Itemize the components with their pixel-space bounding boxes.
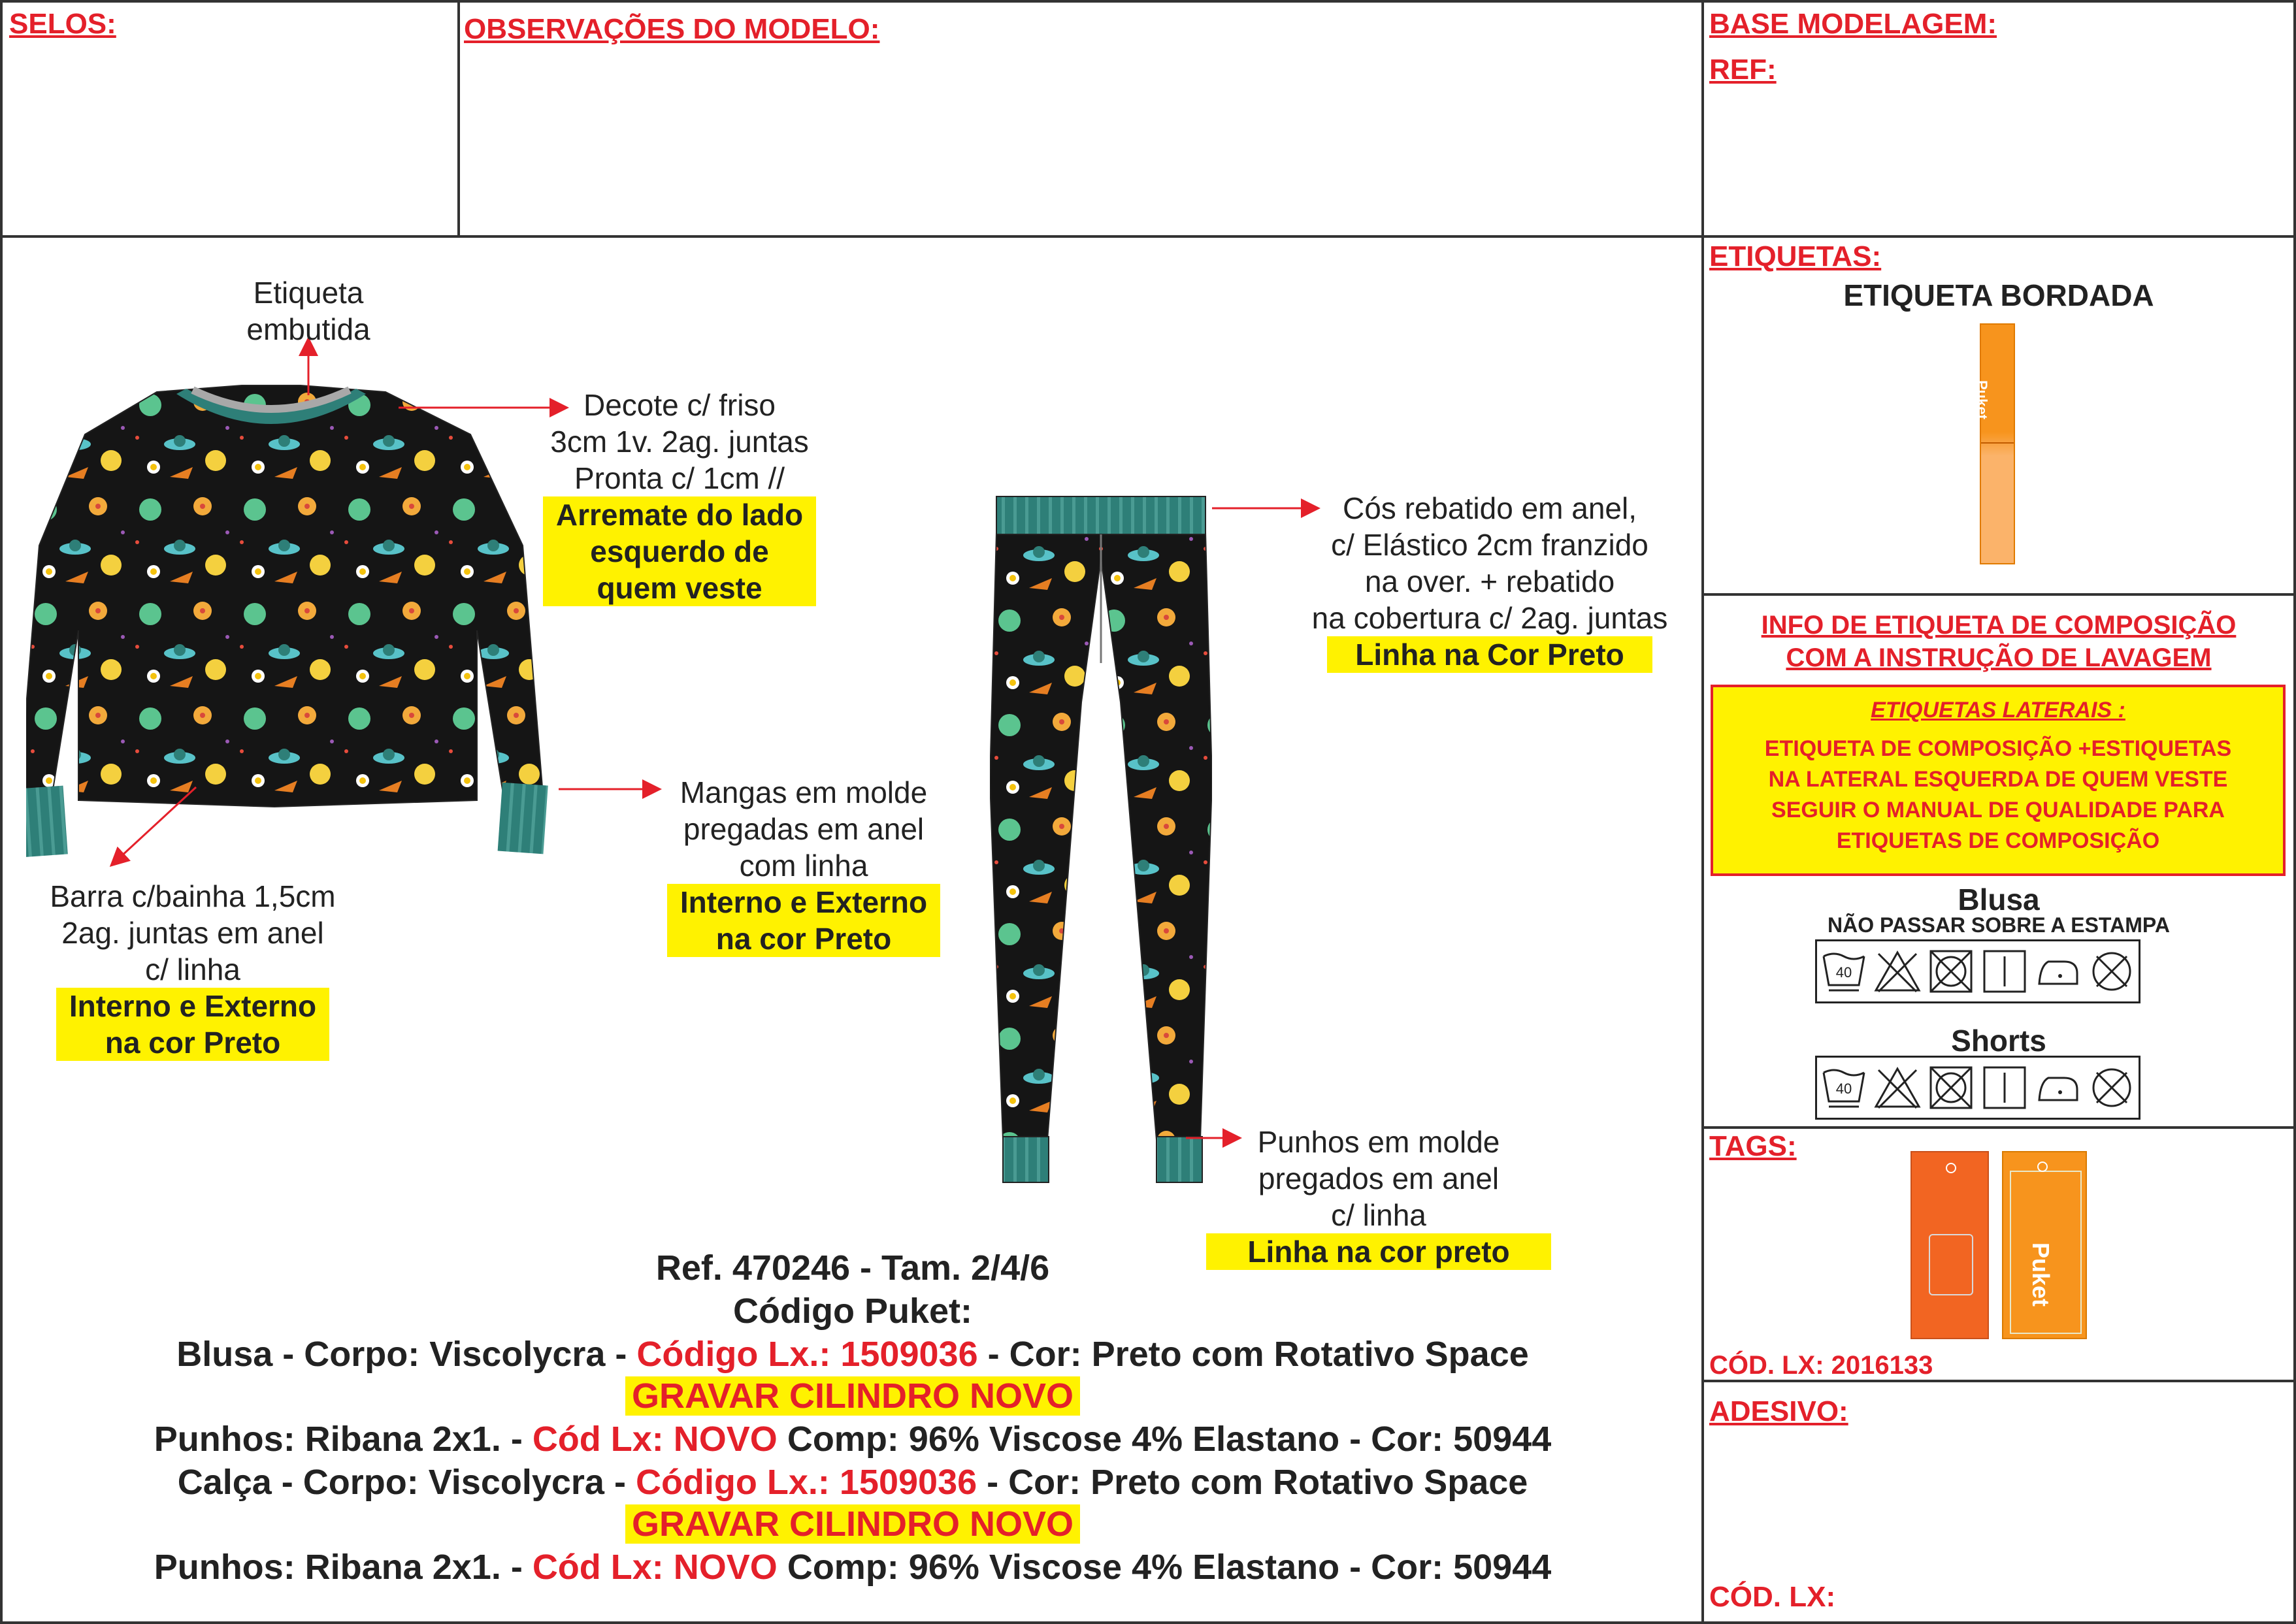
punhos-spec-a: Punhos: Ribana 2x1. - xyxy=(154,1548,533,1587)
laterais-line: NA LATERAL ESQUERDA DE QUEM VESTE xyxy=(1768,767,2228,792)
punhos-code: Cód Lx: NOVO xyxy=(532,1420,778,1459)
laterais-line: ETIQUETA DE COMPOSIÇÃO +ESTIQUETAS xyxy=(1764,736,2232,761)
cos-highlight xyxy=(1327,636,1652,673)
calca-spec xyxy=(0,1462,1705,1502)
no-dry-clean-icon xyxy=(2085,1058,2139,1118)
punhos-spec-1 xyxy=(0,1419,1705,1459)
note-mangas xyxy=(653,774,954,957)
gravar-1 xyxy=(0,1376,1705,1416)
note-line: pregados em anel xyxy=(1258,1161,1500,1195)
note-line: Etiqueta xyxy=(253,276,364,310)
calca-spec-b: - Cor: Preto com Rotativo Space xyxy=(977,1463,1528,1502)
note-line: Linha na Cor Preto xyxy=(1355,638,1624,672)
nao-passar-note: NÃO PASSAR SOBRE A ESTAMPA xyxy=(1828,913,2170,937)
tags-cod-lx xyxy=(1709,1351,1933,1380)
etiqueta-bordada-title: ETIQUETA BORDADA xyxy=(1843,278,2154,312)
wash-temp-text: 40 xyxy=(1835,964,1852,981)
punhos-spec-b: Comp: 96% Viscose 4% Elastano - Cor: 50944 xyxy=(777,1548,1552,1587)
observacoes-label: OBSERVAÇÕES DO MODELO: xyxy=(464,13,880,45)
note-line: esquerdo de xyxy=(590,534,769,568)
codigo-puket: Código Puket: xyxy=(733,1291,972,1331)
punhos-spec-2 xyxy=(0,1547,1705,1587)
gravar-2 xyxy=(0,1504,1705,1544)
no-tumble-dry-icon xyxy=(1924,1058,1978,1118)
ref-label: REF: xyxy=(1709,54,1777,86)
blusa-spec-a: Blusa - Corpo: Viscolycra - xyxy=(176,1335,637,1374)
line-dry-icon xyxy=(1978,941,2031,1001)
wash-temp-text: 40 xyxy=(1835,1080,1852,1097)
tags-label: TAGS: xyxy=(1709,1130,1797,1162)
note-decote xyxy=(516,387,843,606)
iron-low-icon xyxy=(2031,1058,2085,1118)
tag-hole-icon xyxy=(2037,1161,2048,1172)
etiqueta-bordada-label xyxy=(1974,323,2015,564)
info-title-line: INFO DE ETIQUETA DE COMPOSIÇÃO xyxy=(1761,611,2237,640)
note-line: na cobertura c/ 2ag. juntas xyxy=(1311,601,1668,635)
no-bleach-icon xyxy=(1871,941,1924,1001)
tag-back xyxy=(2002,1151,2087,1339)
note-line: c/ linha xyxy=(1331,1198,1426,1232)
etiquetas-laterais-box xyxy=(1711,685,2286,876)
shorts-care-title: Shorts xyxy=(1951,1024,2046,1058)
laterais-line: SEGUIR O MANUAL DE QUALIDADE PARA xyxy=(1771,798,2225,822)
note-line: pregadas em anel xyxy=(683,812,925,846)
tag-hole-icon xyxy=(1946,1163,1956,1173)
punhos-code: Cód Lx: NOVO xyxy=(532,1548,778,1587)
note-line: Linha na cor preto xyxy=(1247,1235,1510,1269)
punhos-spec-b: Comp: 96% Viscose 4% Elastano - Cor: 50944 xyxy=(777,1420,1552,1459)
note-line: na cor Preto xyxy=(105,1026,281,1060)
note-barra xyxy=(42,878,343,1061)
note-line: na over. + rebatido xyxy=(1364,564,1615,598)
laterais-title: ETIQUETAS LATERAIS : xyxy=(1871,698,2125,723)
adesivo-label: ADESIVO: xyxy=(1709,1395,1848,1427)
blusa-code: Código Lx.: 1509036 xyxy=(636,1335,978,1374)
note-line: 3cm 1v. 2ag. juntas xyxy=(550,425,809,459)
info-title-line: COM A INSTRUÇÃO DE LAVAGEM xyxy=(1786,643,2212,672)
note-etiqueta-embutida xyxy=(210,274,406,348)
no-tumble-dry-icon xyxy=(1924,941,1978,1001)
note-line: Barra c/bainha 1,5cm xyxy=(50,879,336,913)
note-line: Interno e Externo xyxy=(69,989,317,1023)
note-line: Decote c/ friso xyxy=(583,388,776,422)
blusa-spec-b: - Cor: Preto com Rotativo Space xyxy=(977,1335,1529,1374)
note-line: Arremate do lado xyxy=(555,498,804,532)
etiquetas-label: ETIQUETAS: xyxy=(1709,240,1882,272)
selos-label: SELOS: xyxy=(9,8,116,40)
note-line: Cós rebatido em anel, xyxy=(1342,491,1637,525)
note-line: c/ Elástico 2cm franzido xyxy=(1331,528,1648,562)
note-line: 2ag. juntas em anel xyxy=(61,916,324,950)
label-brand: Puket xyxy=(1974,380,1990,419)
gravar-cilindro-1: GRAVAR CILINDRO NOVO xyxy=(625,1376,1080,1416)
blusa-care-symbols xyxy=(1815,939,2140,1003)
blusa-care-title: Blusa xyxy=(1958,883,2040,917)
gravar-cilindro-2: GRAVAR CILINDRO NOVO xyxy=(625,1504,1080,1544)
note-line: quem veste xyxy=(597,571,763,605)
tag-front xyxy=(1911,1151,1989,1339)
shorts-care-symbols xyxy=(1815,1056,2140,1120)
tag-window xyxy=(1929,1234,1973,1295)
no-bleach-icon xyxy=(1871,1058,1924,1118)
wash-40-icon xyxy=(1817,941,1871,1001)
note-cos xyxy=(1281,490,1699,673)
note-line: Pronta c/ 1cm // xyxy=(574,461,785,495)
note-line: c/ linha xyxy=(145,952,240,986)
punhos-spec-a: Punhos: Ribana 2x1. - xyxy=(154,1420,533,1459)
label-fold-line xyxy=(1981,442,2014,444)
iron-low-icon xyxy=(2031,941,2085,1001)
calca-code: Código Lx.: 1509036 xyxy=(635,1463,977,1502)
tags-cod-lx-value: 2016133 xyxy=(1831,1351,1933,1380)
no-dry-clean-icon xyxy=(2085,941,2139,1001)
blusa-spec xyxy=(0,1334,1705,1374)
adesivo-cod-lx: CÓD. LX: xyxy=(1709,1581,1836,1613)
tag-brand: Puket xyxy=(2027,1242,2054,1307)
info-title xyxy=(1703,609,2295,674)
wash-40-icon xyxy=(1817,1058,1871,1118)
ref-line: Ref. 470246 - Tam. 2/4/6 xyxy=(655,1248,1050,1288)
decote-highlight xyxy=(543,496,816,606)
tags-cod-lx-label: CÓD. LX: xyxy=(1709,1351,1824,1380)
line-dry-icon xyxy=(1978,1058,2031,1118)
note-line: com linha xyxy=(739,849,868,883)
note-line: Punhos em molde xyxy=(1257,1125,1500,1159)
note-line: na cor Preto xyxy=(715,922,892,956)
barra-highlight xyxy=(56,988,329,1061)
calca-spec-a: Calça - Corpo: Viscolycra - xyxy=(177,1463,636,1502)
note-line: Mangas em molde xyxy=(680,775,928,809)
laterais-line: ETIQUETAS DE COMPOSIÇÃO xyxy=(1836,828,2160,853)
base-modelagem-label: BASE MODELAGEM: xyxy=(1709,8,1997,40)
mangas-highlight xyxy=(667,884,940,957)
note-line: Interno e Externo xyxy=(680,885,928,919)
note-line: embutida xyxy=(246,312,370,346)
